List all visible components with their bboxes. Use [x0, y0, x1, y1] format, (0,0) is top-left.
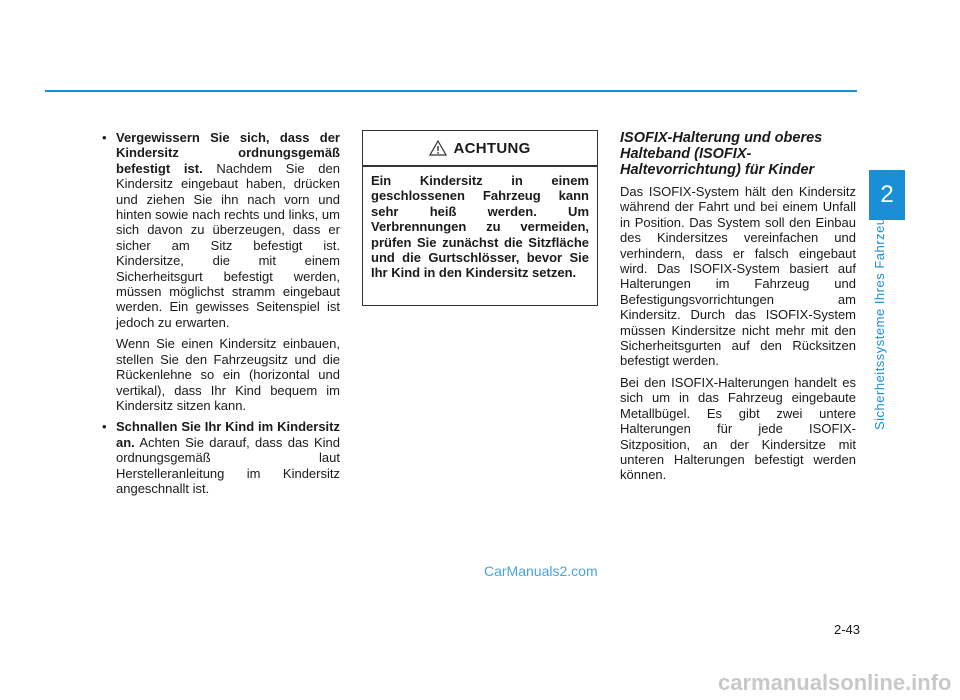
warning-box: [362, 130, 598, 306]
page-number: 2-43: [833, 622, 860, 637]
warning-triangle-icon: [429, 140, 447, 156]
warning-text: Ein Kindersitz in einem geschlossenen Fahrzeug kann sehr heiß werden. Um Verbrennungen zu vermeiden, prüfen Sie zunächst die Sitzfläche und die Gurtschlösser, bevor Sie Ihr Kind in den Kindersitz setzen.: [371, 173, 589, 281]
chapter-tab: 2: [869, 170, 905, 220]
bullet-dot: •: [102, 419, 107, 435]
warning-title: ACHTUNG: [453, 139, 531, 157]
watermark-link[interactable]: CarManuals2.com: [484, 563, 598, 579]
paragraph: Das ISOFIX-System hält den Kindersitz während der Fahrt und bei einem Unfall in Position. Das System soll den Einbau des Kindersitzes vereinfachen und verhindern, dass er falsch eingebaut wird. Das ISOFIX-System basiert auf Halterungen im Fahrzeug und Befestigungsvorrichtungen am Kindersitz. Durch das ISOFIX-System müssen Kindersitze nicht mehr mit den Sicherheitsgurten auf den Rücksitzen befestigt werden.: [620, 184, 856, 369]
chapter-label-text: Sicherheitssysteme Ihres Fahrzeugs: [872, 202, 887, 430]
bullet-paragraph: Wenn Sie einen Kindersitz einbauen, stellen Sie den Fahrzeugsitz und die Rückenlehne so ein (horizontal und vertikal), dass Ihr Kind bequem im Kindersitz sitzen kann.: [116, 336, 340, 413]
warning-divider: [363, 165, 597, 167]
left-column: [100, 130, 340, 502]
bullet-bold-lead: Vergewissern Sie sich, dass der Kindersitz ordnungsgemäß befestigt ist.: [116, 130, 340, 176]
bullet-text: Nachdem Sie den Kindersitz eingebaut haben, drücken und ziehen Sie ihn nach vorn und hinten sowie nach rechts und links, um sich davon zu überzeugen, dass er sicher am Sitz befestigt ist. Kindersitze, die mit einem Sicherheitsgurt befestigt werden, müssen möglichst stramm eingebaut werden. Ein gewisses Seitenspiel ist jedoch zu erwarten.: [116, 160, 340, 330]
paragraph: Bei den ISOFIX-Halterungen handelt es sich um in das Fahrzeug eingebaute Metallbügel. Es gibt zwei untere Halterungen für jede ISOFIX-Sitzposition, an der Kindersitze mit unteren Halterungen befestigt werden können.: [620, 374, 856, 483]
right-column: [620, 130, 856, 489]
bullet-text: Achten Sie darauf, dass das Kind ordnungsgemäß laut Herstelleranleitung im Kindersitz angeschnallt ist.: [116, 434, 340, 496]
header-rule: [45, 90, 857, 92]
bullet-dot: •: [102, 130, 107, 145]
bullet-bold-lead: Schnallen Sie Ihr Kind im Kindersitz an.: [116, 419, 340, 450]
section-title: ISOFIX-Halterung und oberes Halteband (ISOFIX-Haltevorrichtung) für Kinder: [620, 130, 823, 178]
bullet-item: [100, 419, 340, 496]
bullet-item: [100, 130, 340, 330]
watermark-text: carmanualsonline.info: [718, 670, 952, 695]
chapter-label: [872, 202, 902, 630]
warning-header: [363, 131, 597, 165]
